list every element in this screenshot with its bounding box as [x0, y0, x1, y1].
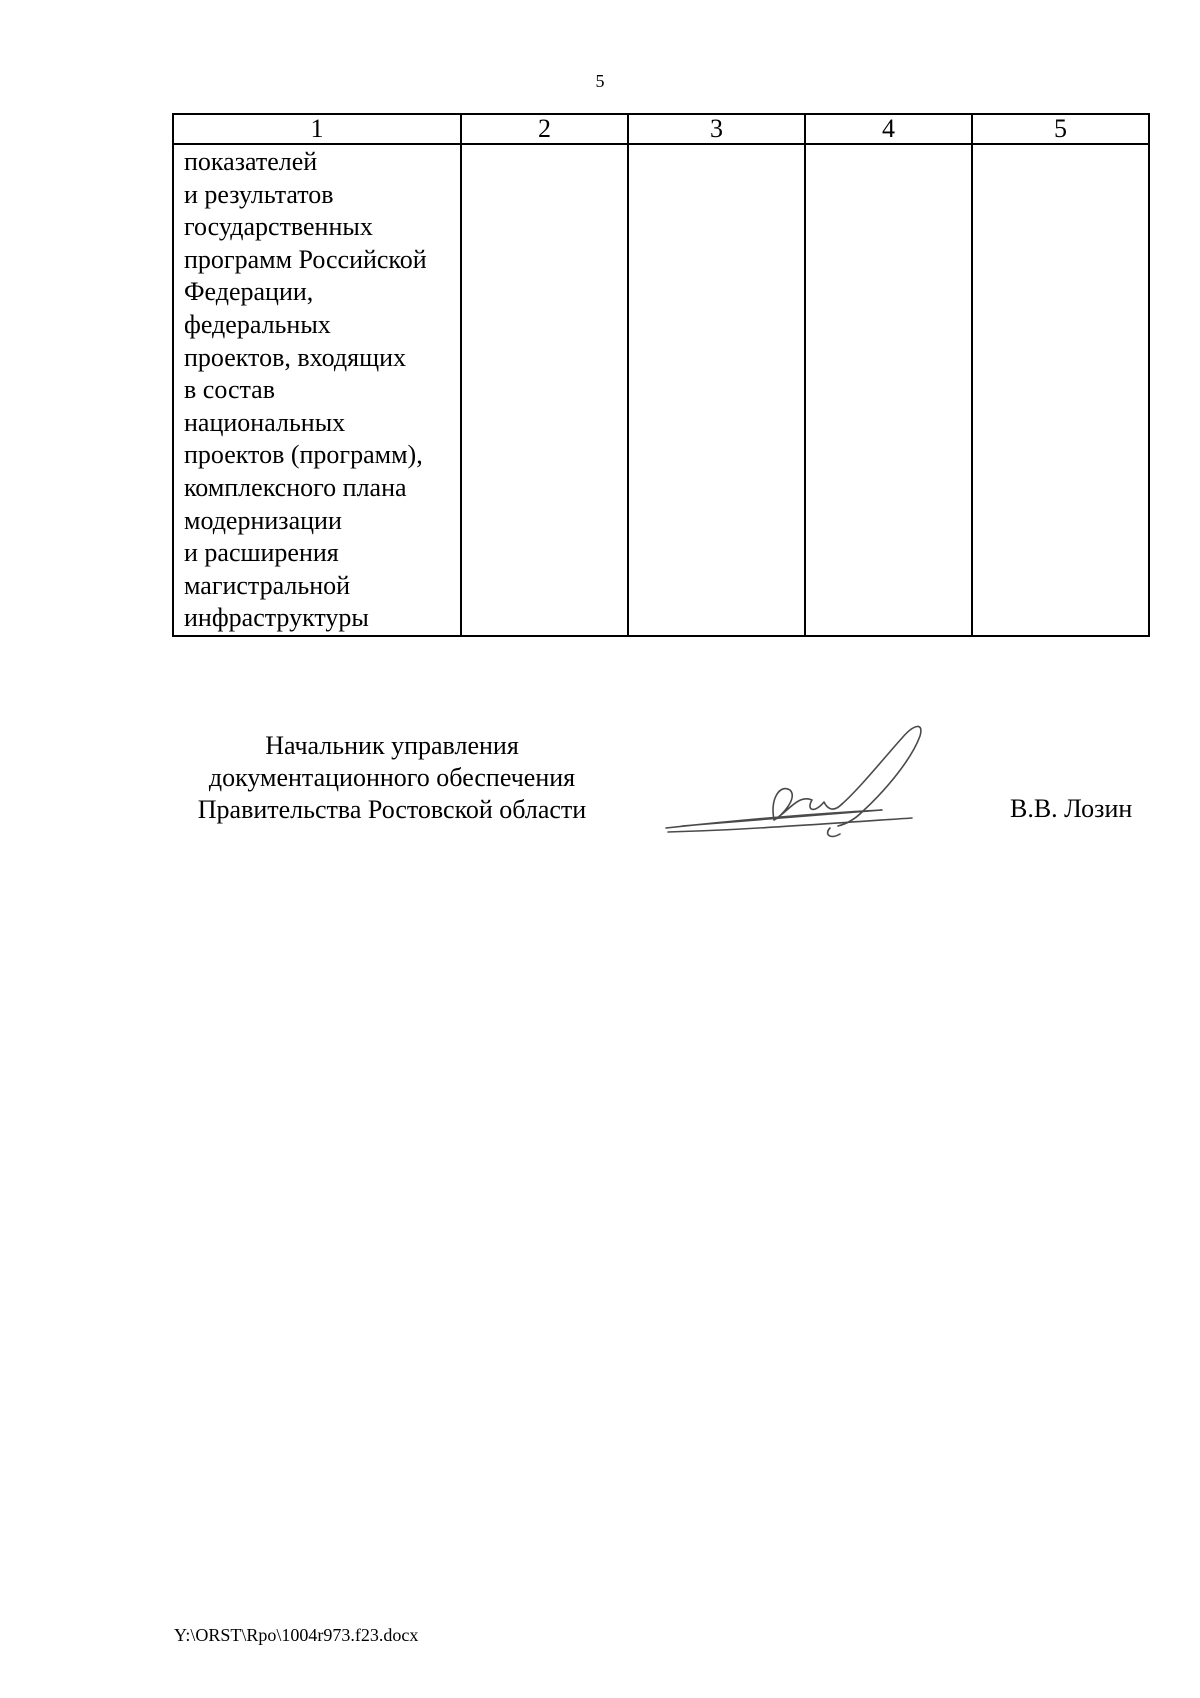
position-line: документационного обеспечения — [208, 763, 576, 792]
table-header-cell: 4 — [805, 114, 972, 144]
indicator-description: показателей и результатов государственных программ Российской Федерации, федеральных проектов, входящих в состав национальных проектов (программ), комплексного плана модернизации и расширения магистральной инфраструктуры — [184, 147, 427, 633]
table-header-row — [173, 114, 1149, 144]
table-header-cell: 5 — [972, 114, 1149, 144]
table-row — [173, 144, 1149, 636]
signatory-name: В.В. Лозин — [1010, 794, 1133, 823]
position-line: Правительства Ростовской области — [197, 795, 587, 824]
table-cell — [173, 144, 461, 636]
page-number: 5 — [595, 71, 605, 91]
position-line: Начальник управления — [265, 731, 519, 760]
table-cell — [628, 144, 805, 636]
data-table — [172, 113, 1150, 637]
table-cell — [972, 144, 1149, 636]
table-header-cell: 1 — [173, 114, 461, 144]
signatory-position — [172, 730, 612, 826]
table-header-cell: 2 — [461, 114, 628, 144]
table-header-cell: 3 — [628, 114, 805, 144]
file-path: Y:\ORST\Rpo\1004r973.f23.docx — [174, 1625, 419, 1645]
handwritten-signature — [662, 718, 952, 842]
table-cell — [805, 144, 972, 636]
table-cell — [461, 144, 628, 636]
